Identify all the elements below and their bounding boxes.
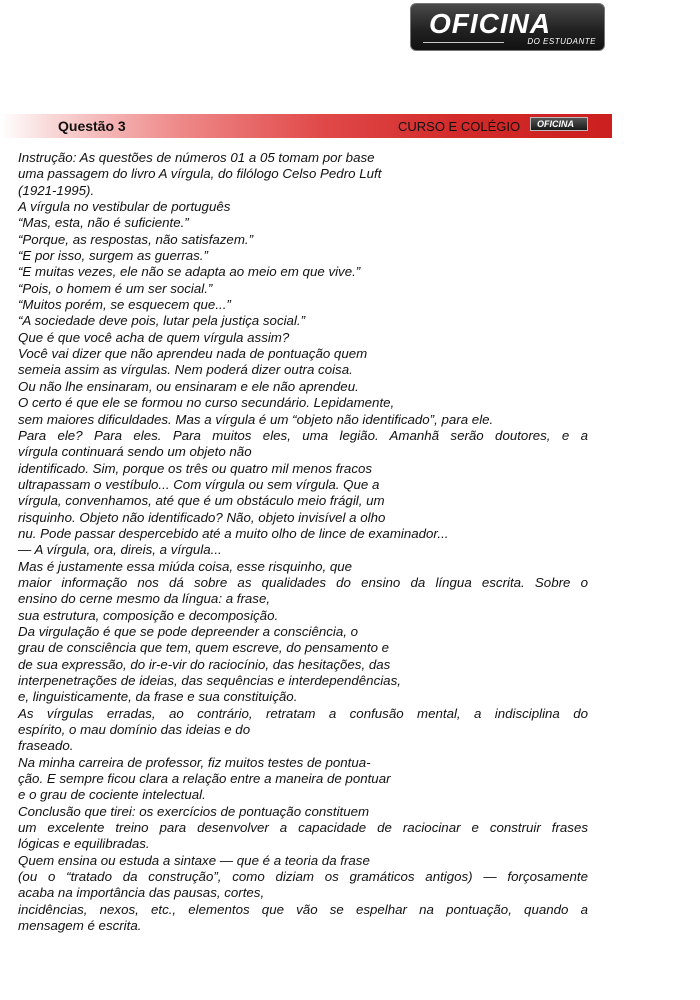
passage-line: ensino do cerne mesmo da língua: a frase, [18,591,271,607]
passage-line: risquinho. Objeto não identificado? Não, objeto invisível a olho [18,509,386,525]
passage-line: vírgula, convenhamos, até que é um obstáculo meio frágil, um [18,493,385,509]
mini-logo [530,117,588,131]
passage-line: ção. E sempre ficou clara a relação entre a maneira de pontuar [18,771,391,787]
oficina-logo [410,3,605,51]
passage-text [18,150,588,935]
passage-line: semeia assim as vírgulas. Nem poderá dizer outra coisa. [18,362,353,378]
passage-line: uma passagem do livro A vírgula, do filólogo Celso Pedro Luft [18,166,382,182]
passage-line: fraseado. [18,738,74,754]
passage-line: Ou não lhe ensinaram, ou ensinaram e ele não aprendeu. [18,378,359,394]
passage-line: “Pois, o homem é um ser social.” [18,280,213,296]
passage-line: Instrução: As questões de números 01 a 05 tomam por base [18,150,375,165]
passage-line: Da virgulação é que se pode depreender a consciência, o [18,623,359,639]
question-title: Questão 3 [58,118,126,134]
passage-line: “E muitas vezes, ele não se adapta ao meio em que vive.” [18,264,361,280]
passage-line: mensagem é escrita. [18,918,142,934]
passage-line: Quem ensina ou estuda a sintaxe — que é a teoria da frase [18,852,370,868]
passage-line: O certo é que ele se formou no curso secundário. Lepidamente, [18,395,395,411]
mini-logo-text: OFICINA [537,119,574,129]
passage-line: As vírgulas erradas, ao contrário, retratam a confusão mental, a indisciplina do [18,705,588,721]
passage-line: lógicas e equilibradas. [18,836,150,852]
passage-line: Conclusão que tirei: os exercícios de pontuação constituem [18,803,370,819]
passage-line: “A sociedade deve pois, lutar pela justiça social.” [18,313,306,329]
passage-line: ultrapassam o vestíbulo... Com vírgula ou sem vírgula. Que a [18,476,380,492]
passage-line: identificado. Sim, porque os três ou quatro mil menos fracos [18,460,373,476]
logo-wordmark: OFICINA [429,8,552,39]
passage-line: (ou o “tratado da construção”, como diziam os gramáticos antigos) — forçosamente [18,869,588,885]
passage-line: A vírgula no vestibular de português [18,199,231,215]
passage-line: um excelente treino para desenvolver a capacidade de raciocinar e construir frases [18,820,588,836]
passage-line: acaba na importância das pausas, cortes, [18,885,265,901]
passage-line: de sua expressão, do ir-e-vir do raciocínio, das hesitações, das [18,656,391,672]
passage-line: sem maiores dificuldades. Mas a vírgula é um “objeto não identificado”, para ele. [18,411,494,427]
passage-line: “Mas, esta, não é suficiente.” [18,215,189,231]
passage-line: vírgula continuará sendo um objeto não [18,444,252,460]
passage-line: sua estrutura, composição e decomposição. [18,607,279,623]
passage-line: grau de consciência que tem, quem escreve, do pensamento e [18,640,390,656]
passage-line: “E por isso, surgem as guerras.” [18,248,208,264]
passage-line: Que é que você acha de quem vírgula assim? [18,329,290,345]
passage-line: e, linguisticamente, da frase e sua constituição. [18,689,298,705]
passage-line: Na minha carreira de professor, fiz muitos testes de pontua- [18,754,371,770]
passage-line: maior informação nos dá sobre as qualidades do ensino da língua escrita. Sobre o [18,574,588,590]
passage-line: Mas é justamente essa miúda coisa, esse risquinho, que [18,558,353,574]
passage-line: (1921-1995). [18,182,95,198]
passage-line: “Muitos porém, se esquecem que...” [18,297,231,313]
passage-line: nu. Pode passar despercebido até a muito olho de lince de examinador... [18,525,449,541]
passage-line: Você vai dizer que não aprendeu nada de pontuação quem [18,346,368,362]
question-header-bar [0,114,612,138]
passage-line: incidências, nexos, etc., elementos que vão se espelhar na pontuação, quando a [18,901,588,917]
passage-line: — A vírgula, ora, direis, a vírgula... [18,542,222,558]
logo-divider [423,42,504,43]
passage-line: espírito, o mau domínio das ideias e do [18,722,251,738]
passage-line: “Porque, as respostas, não satisfazem.” [18,231,254,247]
passage-line: e o grau de cociente intelectual. [18,787,206,803]
passage-line: interpenetrações de ideias, das sequências e interdependências, [18,673,401,688]
logo-subtitle: DO ESTUDANTE [527,37,596,46]
passage-line: Para ele? Para eles. Para muitos eles, uma legião. Amanhã serão doutores, e a [18,427,588,443]
question-source: CURSO E COLÉGIO [398,119,521,134]
